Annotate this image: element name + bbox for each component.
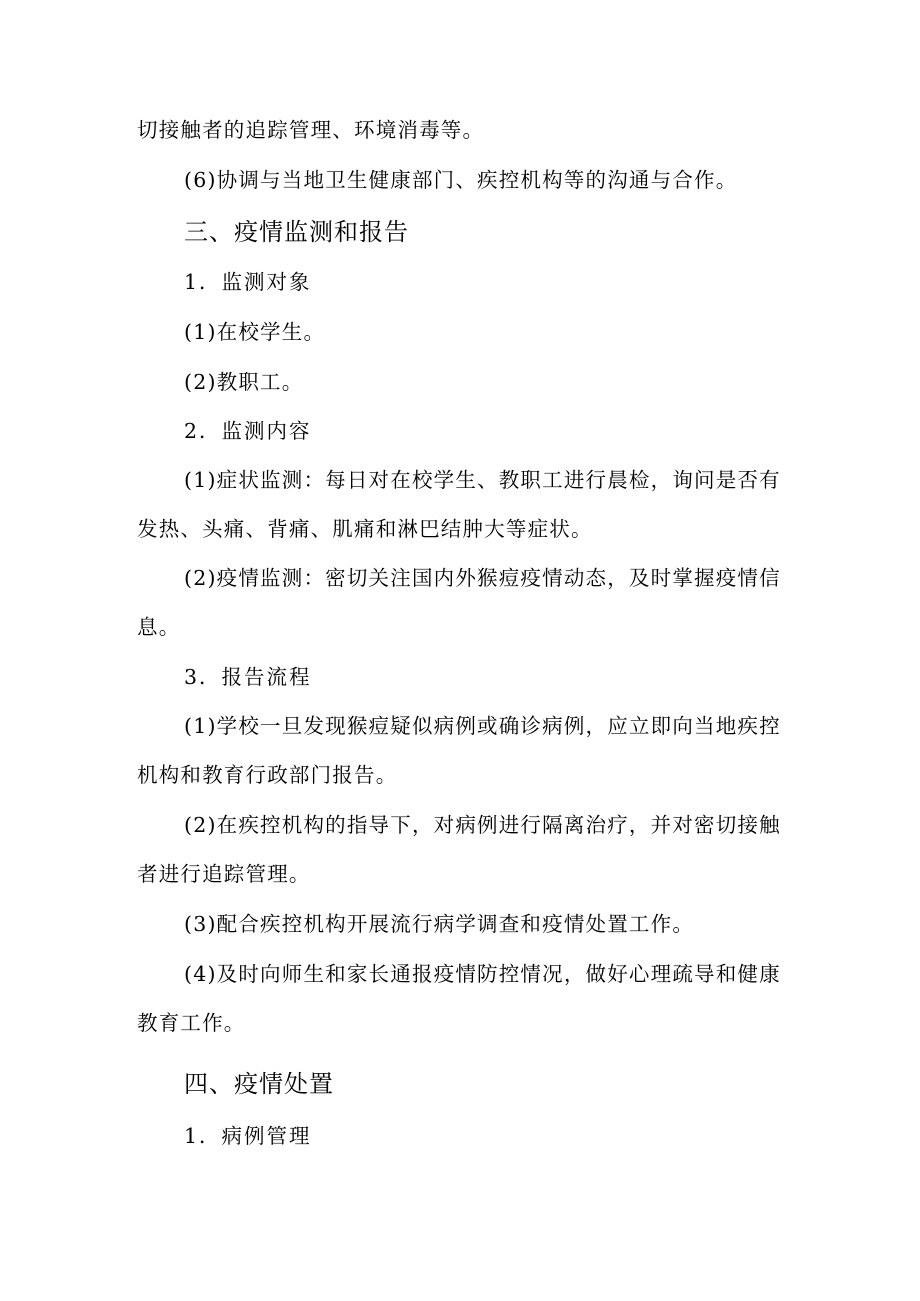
paragraph-continuation: 机构和教育行政部门报告。 [137, 763, 398, 787]
subsection-heading: 1．病例管理 [184, 1124, 312, 1148]
section-heading: 三、疫情监测和报告 [184, 218, 409, 246]
paragraph-continuation: 息。 [137, 615, 181, 639]
paragraph-continuation: 教育工作。 [137, 1011, 246, 1035]
list-item: (2)疫情监测：密切关注国内外猴痘疫情动态，及时掌握疫情信 [184, 566, 781, 590]
paragraph-continuation: 切接触者的追踪管理、环境消毒等。 [137, 118, 485, 142]
list-item: (1)学校一旦发现猴痘疑似病例或确诊病例，应立即向当地疾控 [184, 714, 781, 738]
list-item: (6)协调与当地卫生健康部门、疾控机构等的沟通与合作。 [184, 168, 738, 192]
paragraph-continuation: 发热、头痛、背痛、肌痛和淋巴结肿大等症状。 [137, 517, 593, 541]
list-item: (2)教职工。 [184, 370, 304, 394]
list-item: (1)在校学生。 [184, 320, 326, 344]
list-item: (1)症状监测：每日对在校学生、教职工进行晨检，询问是否有 [184, 468, 781, 492]
list-item: (3)配合疾控机构开展流行病学调查和疫情处置工作。 [184, 912, 695, 936]
list-item: (2)在疾控机构的指导下，对病例进行隔离治疗，并对密切接触 [184, 813, 781, 837]
paragraph-continuation: 者进行追踪管理。 [137, 862, 311, 886]
list-item: (4)及时向师生和家长通报疫情防控情况，做好心理疏导和健康 [184, 962, 781, 986]
section-heading: 四、疫情处置 [184, 1070, 334, 1098]
subsection-heading: 3．报告流程 [184, 665, 312, 689]
subsection-heading: 1．监测对象 [184, 270, 312, 294]
subsection-heading: 2．监测内容 [184, 419, 312, 443]
